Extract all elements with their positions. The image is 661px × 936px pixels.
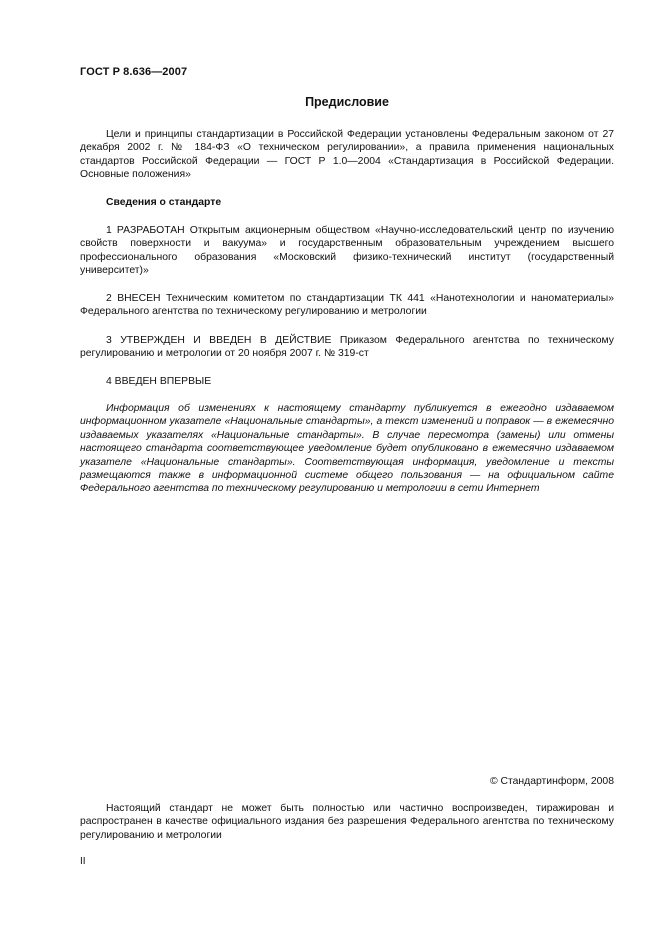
reproduction-notice: Настоящий стандарт не может быть полностью или частично воспроизведен, тиражирован и распространен в качестве официального издания без разрешения Федерального агентства по техническому регулированию и метрологии xyxy=(80,803,614,841)
info-item-approved: 3 УТВЕРЖДЕН И ВВЕДЕН В ДЕЙСТВИЕ Приказом Федерального агентства по техническому регулированию и метрологии от 20 ноября 2007 г. № 319-ст xyxy=(80,335,614,360)
preface-intro: Цели и принципы стандартизации в Российской Федерации установлены Федеральным законом от 27 декабря 2002 г. № 184-ФЗ «О техническом регулировании», а правила применения национальных стандартов Российской Федерации — ГОСТ Р 1.0—2004 «Стандартизация в Российской Федерации. Основные положения» xyxy=(80,129,614,181)
standard-info-title: Сведения о стандарте xyxy=(106,197,222,208)
preface-title: Предисловие xyxy=(305,95,389,109)
info-item-developed: 1 РАЗРАБОТАН Открытым акционерным обществом «Научно-исследовательский центр по изучению свойств поверхности и вакуума» и государственным образовательным учреждением высшего профессионального образования «Московский физико-технический институт (государственный университет)» xyxy=(80,225,614,277)
document-code: ГОСТ Р 8.636—2007 xyxy=(80,66,188,78)
info-item-introduced: 2 ВНЕСЕН Техническим комитетом по стандартизации ТК 441 «Нанотехнологии и наноматериалы» Федерального агентства по техническому регулированию и метрологии xyxy=(80,293,614,318)
page-number: II xyxy=(80,856,86,867)
copyright: © Стандартинформ, 2008 xyxy=(489,776,614,787)
changes-note: Информация об изменениях к настоящему стандарту публикуется в ежегодно издаваемом информационном указателе «Национальные стандарты», а текст изменений и поправок — в ежемесячно издаваемых указателях «Национальные стандарты». В случае пересмотра (замены) или отмены настоящего стандарта соответствующее уведомление будет опубликовано в ежемесячно издаваемом указателе «Национальные стандарты». Соответствующая информация, уведомление и тексты размещаются также в информационной системе общего пользования — на официальном сайте Федерального агентства по техническому регулированию и метрологии в сети Интернет xyxy=(80,403,614,495)
info-item-first-introduced: 4 ВВЕДЕН ВПЕРВЫЕ xyxy=(106,376,212,387)
